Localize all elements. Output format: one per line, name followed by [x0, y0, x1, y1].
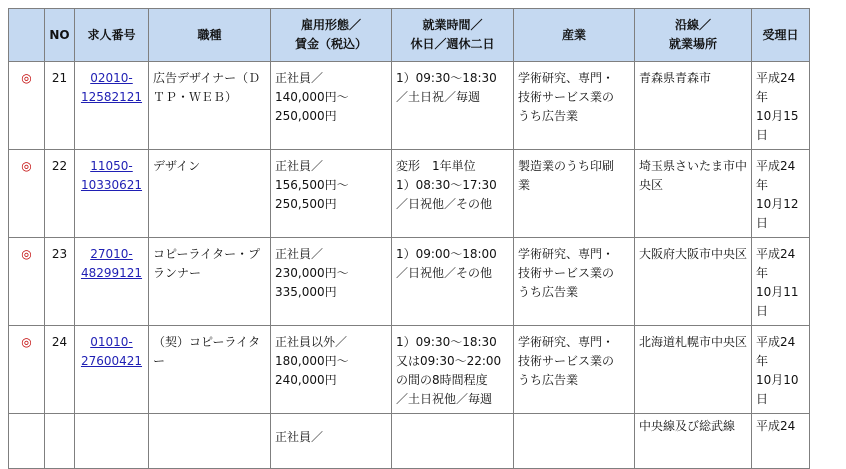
- row-job-no: [75, 150, 149, 238]
- table-row: [9, 414, 810, 469]
- row-hours: [392, 414, 514, 469]
- header-occupation: 職種: [149, 9, 271, 62]
- header-employment-line2: 賃金（税込）: [294, 37, 367, 51]
- header-mark: [9, 9, 45, 62]
- job-number-link[interactable]: 27010- 48299121: [80, 247, 143, 280]
- row-occupation: デザイン: [149, 150, 271, 238]
- row-occupation: [149, 414, 271, 469]
- row-no: 22: [45, 150, 75, 238]
- header-location-line2: 就業場所: [668, 37, 717, 51]
- row-received: 平成24 年 10月11 日: [752, 238, 810, 326]
- row-hours: 1）09:00～18:00 ／日祝他／その他: [392, 238, 514, 326]
- row-employment: 正社員／ 230,000円～ 335,000円: [271, 238, 392, 326]
- header-hours-line1: 就業時間／: [422, 18, 483, 32]
- row-employment: 正社員／: [271, 414, 392, 469]
- row-employment: 正社員／ 140,000円～ 250,000円: [271, 62, 392, 150]
- row-job-no: [75, 238, 149, 326]
- row-mark: ◎: [9, 326, 45, 414]
- row-received: 平成24: [752, 414, 810, 469]
- header-job-no: 求人番号: [75, 9, 149, 62]
- job-number-link[interactable]: 11050- 10330621: [80, 159, 143, 192]
- table-row: [9, 238, 810, 326]
- row-no: 24: [45, 326, 75, 414]
- row-received: 平成24 年 10月10 日: [752, 326, 810, 414]
- table-row: [9, 150, 810, 238]
- row-location: 北海道札幌市中央区: [635, 326, 752, 414]
- table-row: [9, 62, 810, 150]
- header-employment: [271, 9, 392, 62]
- row-hours: 1）09:30～18:30 又は09:30～22:00 の間の8時間程度 ／土日祝他／毎週: [392, 326, 514, 414]
- row-no: 23: [45, 238, 75, 326]
- row-industry: 学術研究、専門・ 技術サービス業の うち広告業: [514, 238, 635, 326]
- row-industry: [514, 414, 635, 469]
- row-location: 青森県青森市: [635, 62, 752, 150]
- job-number-link[interactable]: 01010- 27600421: [80, 335, 143, 368]
- row-no: 21: [45, 62, 75, 150]
- row-industry: 学術研究、専門・ 技術サービス業の うち広告業: [514, 62, 635, 150]
- row-received: 平成24 年 10月15 日: [752, 62, 810, 150]
- row-mark: ◎: [9, 150, 45, 238]
- row-occupation: （契）コピーライター: [149, 326, 271, 414]
- row-location: 大阪府大阪市中央区: [635, 238, 752, 326]
- row-received: 平成24 年 10月12 日: [752, 150, 810, 238]
- header-location: [635, 9, 752, 62]
- header-employment-line1: 雇用形態／: [300, 18, 361, 32]
- header-received: 受理日: [752, 9, 810, 62]
- row-hours: 1）09:30～18:30 ／土日祝／毎週: [392, 62, 514, 150]
- row-job-no: [75, 414, 149, 469]
- row-job-no: [75, 62, 149, 150]
- header-location-line1: 沿線／: [674, 18, 711, 32]
- row-employment: 正社員以外／ 180,000円～ 240,000円: [271, 326, 392, 414]
- row-occupation: 広告デザイナー（ＤＴＰ・ＷＥＢ）: [149, 62, 271, 150]
- header-hours-line2: 休日／週休二日: [410, 37, 495, 51]
- row-occupation: コピーライター・プランナー: [149, 238, 271, 326]
- row-mark: [9, 414, 45, 469]
- row-mark: ◎: [9, 238, 45, 326]
- header-hours: [392, 9, 514, 62]
- header-industry: 産業: [514, 9, 635, 62]
- job-listings-table: [8, 8, 810, 469]
- row-hours: 変形 1年単位 1）08:30～17:30 ／日祝他／その他: [392, 150, 514, 238]
- table-header-row: [9, 9, 810, 62]
- table-row: [9, 326, 810, 414]
- row-industry: 製造業のうち印刷 業: [514, 150, 635, 238]
- row-employment: 正社員／ 156,500円～ 250,500円: [271, 150, 392, 238]
- row-no: [45, 414, 75, 469]
- row-location: 埼玉県さいたま市中央区: [635, 150, 752, 238]
- header-no: NO: [45, 9, 75, 62]
- row-mark: ◎: [9, 62, 45, 150]
- job-number-link[interactable]: 02010- 12582121: [80, 71, 143, 104]
- row-job-no: [75, 326, 149, 414]
- row-location: 中央線及び総武線: [635, 414, 752, 469]
- row-industry: 学術研究、専門・ 技術サービス業の うち広告業: [514, 326, 635, 414]
